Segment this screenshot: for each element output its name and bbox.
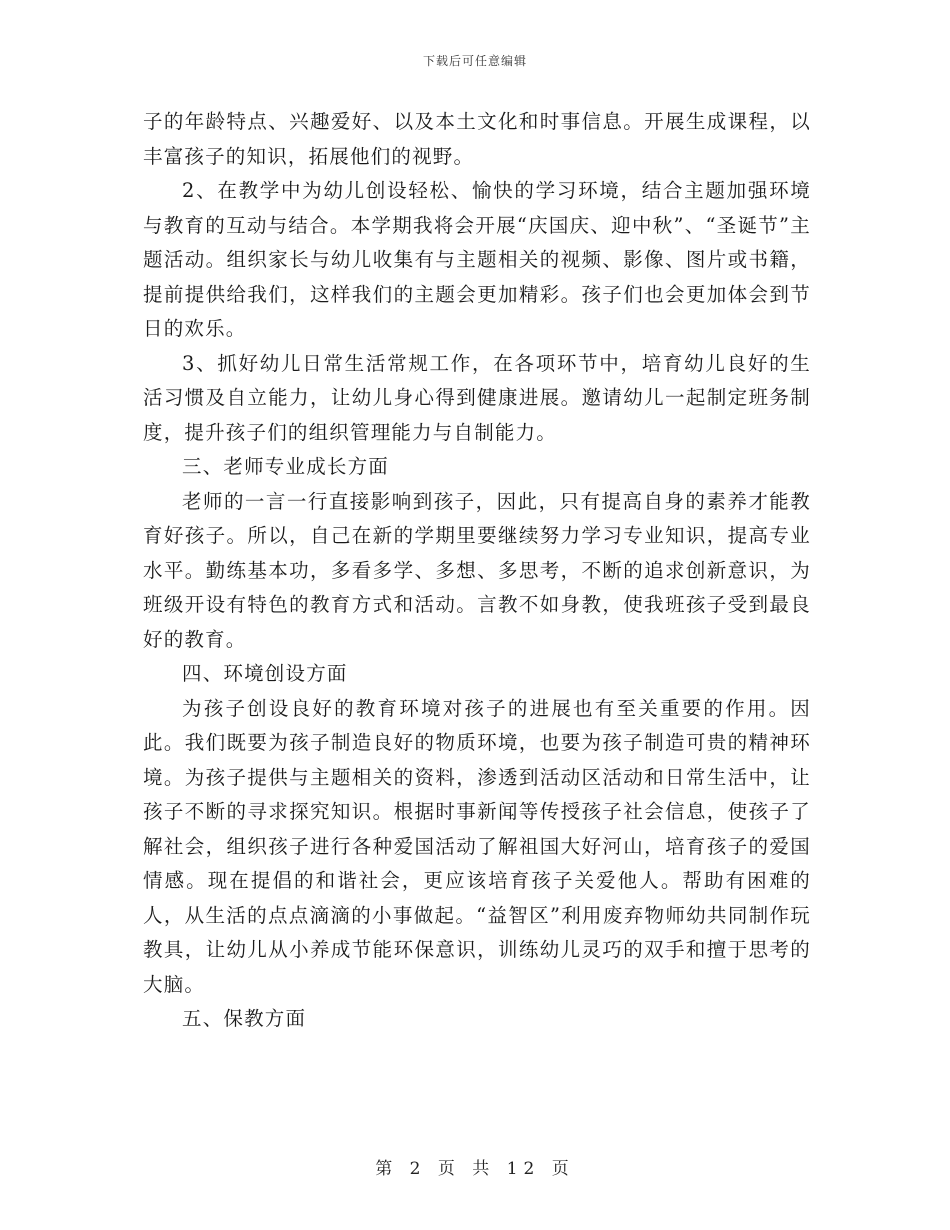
page-header: 下载后可任意编辑 (422, 54, 527, 68)
paragraph-continuation: 子的年龄特点、兴趣爱好、以及本土文化和时事信息。开展生成课程，以丰富孩子的知识，拓展他们的视野。 (143, 110, 811, 168)
section-heading-teacher-growth: 三、老师专业成长方面 (182, 455, 390, 478)
paragraph-item-2: 2、在教学中为幼儿创设轻松、愉快的学习环境，结合主题加强环境与教育的互动与结合。本学期我将会开展“庆国庆、迎中秋”、“圣诞节”主题活动。组织家长与幼儿收集有与主题相关的视频、影像、图片或书籍，提前提供给我们，这样我们的主题会更加精彩。孩子们也会更加体会到节日的欢乐。 (143, 179, 811, 340)
document-body (143, 105, 811, 1037)
paragraph-teacher-growth: 老师的一言一行直接影响到孩子，因此，只有提高自身的素养才能教育好孩子。所以，自己在新的学期里要继续努力学习专业知识，提高专业水平。勤练基本功，多看多学、多想、多思考，不断的追求创新意识，为班级开设有特色的教育方式和活动。言教不如身教，使我班孩子受到最良好的教育。 (143, 489, 811, 651)
page-number: 第 2 页 共 12 页 (375, 1159, 575, 1179)
section-heading-environment: 四、环境创设方面 (182, 662, 348, 685)
section-heading-care: 五、保教方面 (182, 1007, 307, 1030)
paragraph-environment: 为孩子创设良好的教育环境对孩子的进展也有至关重要的作用。因此。我们既要为孩子制造良好的物质环境，也要为孩子制造可贵的精神环境。为孩子提供与主题相关的资料，渗透到活动区活动和日常生活中，让孩子不断的寻求探究知识。根据时事新闻等传授孩子社会信息，使孩子了解社会，组织孩子进行各种爱国活动了解祖国大好河山，培育孩子的爱国情感。现在提倡的和谐社会，更应该培育孩子关爱他人。帮助有困难的人，从生活的点点滴滴的小事做起。“益智区”利用废弃物师幼共同制作玩教具，让幼儿从小养成节能环保意识，训练幼儿灵巧的双手和擅于思考的大脑。 (143, 696, 811, 996)
paragraph-item-3: 3、抓好幼儿日常生活常规工作，在各项环节中，培育幼儿良好的生活习惯及自立能力，让幼儿身心得到健康进展。邀请幼儿一起制定班务制度，提升孩子们的组织管理能力与自制能力。 (143, 351, 811, 444)
